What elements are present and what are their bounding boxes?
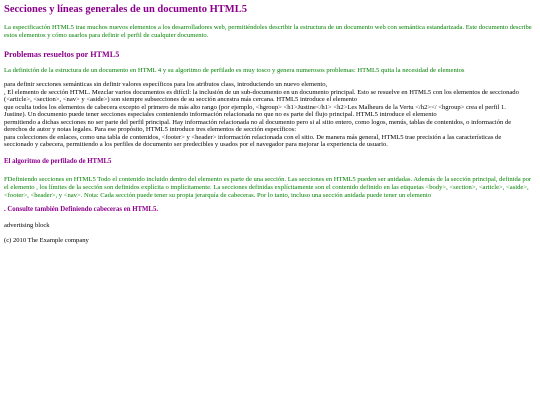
body-line: (<article>, <section>, <nav> y <aside>) son siempre subsecciones de su sección ancestra más cercana. HTML5 introduce el elemento: [4, 96, 358, 104]
problems-lead-paragraph: La definición de la estructura de un documento en HTML 4 y su algoritmo de perfilado es muy tosco y genera numerosos problemas: HTML5 quita la necesidad de elementos: [4, 67, 465, 74]
copyright-footer: (c) 2010 The Example company: [4, 236, 89, 244]
intro-paragraph: La especificación HTML5 trae muchos nuevos elementos a los desarrolladores web, permitiéndoles describir la estructura de un documento web con semántica estandarizada. Este documento describe estos elementos y cómo usarlos para definir el perfil de cualquier documento.: [4, 24, 532, 39]
advertising-block: advertising block: [4, 221, 50, 229]
problems-body-text: [4, 81, 534, 149]
body-line: que oculta todos los elementos de cabecera excepto el primero de más alto rango (por ejemplo, <hgroup> <h1>Justine</h1> <h2>Les Malheurs de la Vertu </h2></ <hgroup> crea el perfil 1.: [4, 103, 506, 111]
body-line: para definir secciones semánticas sin definir valores específicos para los atributos class, introduciendo un nuevo elemento,: [4, 81, 328, 88]
body-line: para colecciones de enlaces, como una tabla de contenidos, <footer> y <header> información relacionada con el sitio. De manera más general, HTML5 trae precisión a las características de: [4, 133, 502, 141]
problems-heading: Problemas resueltos por HTML5: [4, 50, 120, 59]
page-title: Secciones y líneas generales de un documento HTML5: [4, 4, 247, 15]
body-line: Justine). Un documento puede tener secciones especiales conteniendo información relacionada no que no es parte del flujo principal. HTML5 introduce el elemento: [4, 111, 437, 119]
algorithm-paragraph: FDefiniendo secciones en HTML5 Todo el contenido incluido dentro del elemento es parte de una sección. Las secciones en HTML5 pueden ser anidadas. Además de la sección principal, definida por el elemento , los límites de la sección son definidos explícita o implícitamente. La secciones definidas explícitamente son el contenido definido en las etiquetas <body>, <section>, <article>, <aside>, <footer>, <header>, y <nav>. Nota: Cada sección puede tener su propia jerarquía de cabeceras. Por lo tanto, incluso una sección anidada puede tener un elemento: [4, 175, 532, 199]
algorithm-heading: El algoritmo de perfilado de HTML5: [4, 157, 112, 165]
document-page: [4, 4, 534, 252]
see-also-heading: . Consulte también Definiendo cabeceras en HTML5.: [4, 205, 159, 213]
body-line: derechos de autor y notas legales. Para ese propósito, HTML5 introduce tres elementos de sección específicos:: [4, 126, 297, 134]
body-line: seccionado y cabecera, permitiendo a los perfiles de documento ser predecibles y usados por el navegador para mejorar la experiencia de usuario.: [4, 141, 388, 149]
body-line: , El elemento de sección HTML. Mezclar varios documentos es difícil: la inclusión de un sub-documento en un documento principal. Esto se resuelve en HTML5 con los elementos de seccionado: [4, 88, 519, 96]
body-line: permitiendo a dichas secciones no ser parte del perfil principal. Hay información relacionada no al documento pero si al sitio entero, como logos, menús, tablas de contenidos, o información de: [4, 118, 512, 126]
